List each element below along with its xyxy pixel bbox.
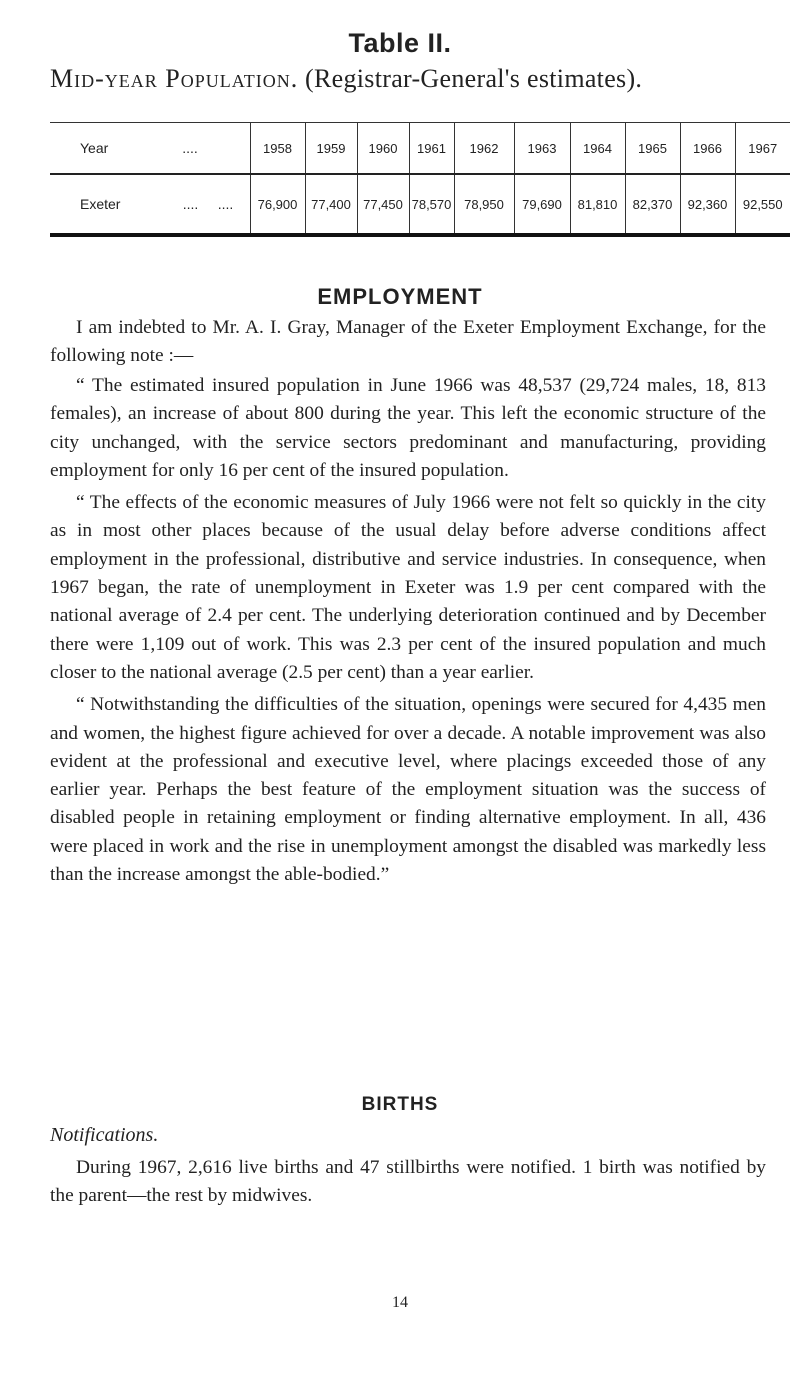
header-year: 1959 xyxy=(305,123,357,175)
population-cell: 76,900 xyxy=(250,174,305,235)
header-year: 1958 xyxy=(250,123,305,175)
row-label-exeter: Exeter .... .... xyxy=(50,174,250,235)
table-caption-lead: Mid-year Population. xyxy=(50,64,299,93)
population-cell: 92,550 xyxy=(735,174,790,235)
header-year: 1963 xyxy=(514,123,570,175)
header-year: 1960 xyxy=(357,123,409,175)
population-cell: 92,360 xyxy=(680,174,735,235)
population-cell: 81,810 xyxy=(570,174,625,235)
header-year: 1962 xyxy=(454,123,514,175)
header-year-label: Year .... xyxy=(50,123,250,175)
table-header-row xyxy=(50,123,790,175)
population-cell: 78,570 xyxy=(409,174,454,235)
population-cell: 77,450 xyxy=(357,174,409,235)
population-cell: 77,400 xyxy=(305,174,357,235)
header-year: 1967 xyxy=(735,123,790,175)
table-caption-rest: (Registrar-General's estimates). xyxy=(298,64,643,93)
population-cell: 78,950 xyxy=(454,174,514,235)
intro-paragraph: I am indebted to Mr. A. I. Gray, Manager of the Exeter Employment Exchange, for the following note :— xyxy=(50,317,766,367)
header-year: 1964 xyxy=(570,123,625,175)
notifications-subheading: Notifications. xyxy=(50,1124,159,1146)
employment-quote xyxy=(50,372,766,889)
table-row xyxy=(50,174,790,235)
births-heading: BIRTHS xyxy=(361,1094,439,1115)
employment-intro xyxy=(50,314,766,371)
employment-heading: EMPLOYMENT xyxy=(317,284,483,309)
population-cell: 82,370 xyxy=(625,174,680,235)
births-paragraph: During 1967, 2,616 live births and 47 stillbirths were notified. 1 birth was notified by the parent—the rest by midwives. xyxy=(50,1157,766,1207)
table-caption xyxy=(50,64,790,94)
table-title: Table II. xyxy=(348,28,452,58)
header-year: 1961 xyxy=(409,123,454,175)
page-number: 14 xyxy=(392,1294,408,1311)
header-year: 1966 xyxy=(680,123,735,175)
population-cell: 79,690 xyxy=(514,174,570,235)
header-year: 1965 xyxy=(625,123,680,175)
births-text xyxy=(50,1154,766,1211)
quote-paragraph: “ The effects of the economic measures of July 1966 were not felt so quickly in the city as in most other places because of the usual delay before adverse conditions affect employment in the professional, distributive and service industries. In consequence, when 1967 began, the rate of unemployment in Exeter was 1.9 per cent compared with the national average of 2.4 per cent. The underlying deterioration continued and by December there were 1,109 out of work. This was 2.3 per cent of the insured population and much closer to the national average (2.5 per cent) than a year earlier. xyxy=(50,492,766,683)
quote-paragraph: “ Notwithstanding the difficulties of the situation, openings were secured for 4,435 men and women, the highest figure achieved for over a decade. A notable improvement was also evident at the professional and executive level, where placings exceeded those of any earlier year. Perhaps the best feature of the employment situation was the success of disabled people in retaining employment or finding alternative employment. In all, 436 were placed in work and the rise in unemployment amongst the disabled was markedly less than the increase amongst the able-bodied.” xyxy=(50,694,766,886)
population-table xyxy=(50,122,790,237)
quote-paragraph: “ The estimated insured population in June 1966 was 48,537 (29,724 males, 18, 813 females), an increase of about 800 during the year. This left the economic structure of the city unchanged, with the service sectors predominant and manufacturing, providing employment for only 16 per cent of the insured population. xyxy=(50,375,766,481)
